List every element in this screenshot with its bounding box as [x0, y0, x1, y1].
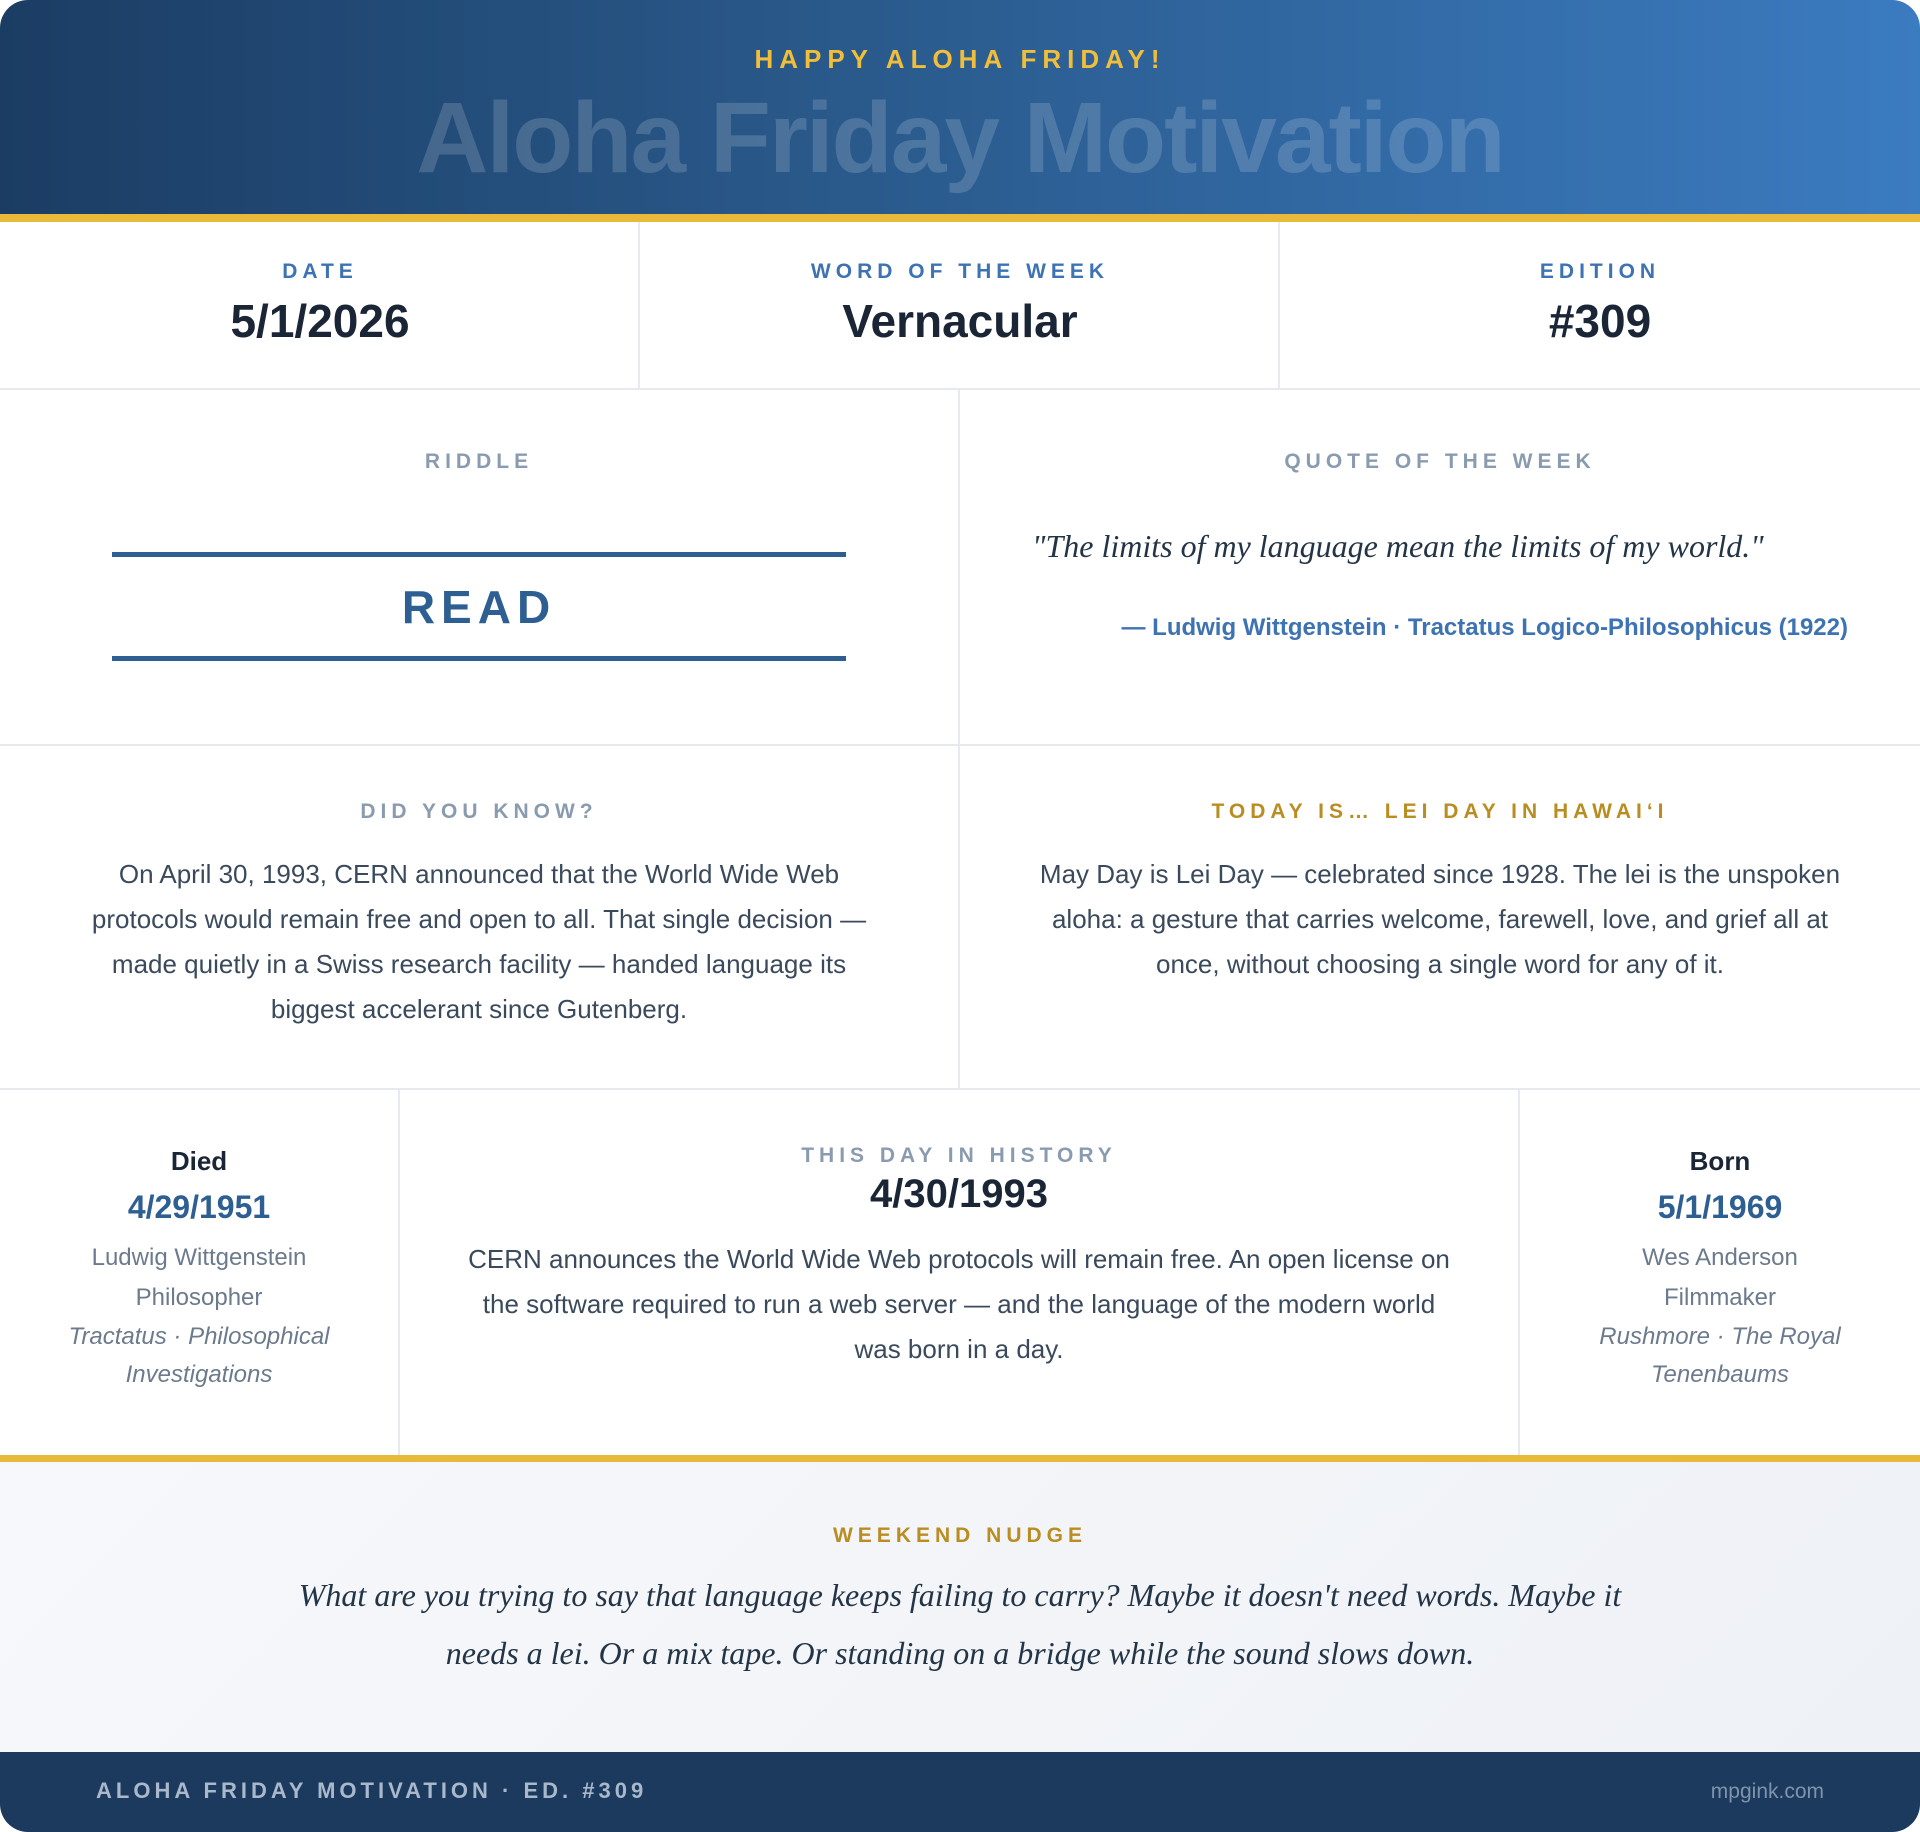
died-works: Tractatus · Philosophical Investigations	[68, 1323, 330, 1388]
header-title: Aloha Friday Motivation	[416, 82, 1504, 194]
died-role: Philosopher	[135, 1284, 263, 1311]
born-date: 5/1/1969	[1657, 1189, 1783, 1225]
section-divider	[0, 1088, 1920, 1090]
riddle-label: RIDDLE	[424, 450, 534, 473]
history-panel	[400, 1144, 1518, 1372]
born-works: Rushmore · The Royal Tenenbaums	[1599, 1323, 1841, 1388]
nudge-text: What are you trying to say that language keeps failing to carry? Maybe it doesn't need words. Maybe it needs a lei. Or a mix tape. Or standing on a bridge while the sound slows down.	[298, 1577, 1622, 1671]
edition-label: EDITION	[1539, 260, 1661, 283]
date-cell	[0, 222, 640, 388]
edition-cell	[1278, 222, 1920, 388]
footer-title: ALOHA FRIDAY MOTIVATION · ED. #309	[96, 1778, 648, 1803]
born-role: Filmmaker	[1664, 1284, 1776, 1311]
column-divider	[958, 390, 960, 1088]
word-label: WORD OF THE WEEK	[810, 260, 1110, 283]
column-divider	[1518, 1090, 1520, 1456]
section-divider	[0, 744, 1920, 746]
footer	[0, 1752, 1920, 1832]
quote-text: "The limits of my language mean the limits of my world."	[1032, 528, 1764, 564]
nudge-label: WEEKEND NUDGE	[832, 1524, 1087, 1547]
today-is-text: May Day is Lei Day — celebrated since 1928. The lei is the unspoken aloha: a gesture that carries welcome, farewell, love, and grief all at once, without choosing a single word for any of it.	[1039, 859, 1841, 979]
died-date: 4/29/1951	[127, 1189, 271, 1225]
born-heading: Born	[1689, 1146, 1751, 1176]
header-kicker: HAPPY ALOHA FRIDAY!	[754, 44, 1166, 74]
died-name: Ludwig Wittgenstein	[91, 1244, 307, 1271]
riddle-word: READ	[401, 581, 557, 633]
riddle-panel	[0, 450, 958, 474]
date-label: DATE	[282, 260, 358, 283]
did-you-know-panel	[70, 800, 888, 1032]
history-date: 4/30/1993	[870, 1172, 1048, 1216]
info-row	[0, 222, 1920, 390]
word-cell	[638, 222, 1280, 388]
born-name: Wes Anderson	[1642, 1244, 1798, 1271]
riddle-top-rule	[112, 552, 846, 557]
died-heading: Died	[170, 1146, 228, 1176]
born-panel	[1560, 1146, 1880, 1394]
history-text: CERN announces the World Wide Web protocols will remain free. An open license on the software required to run a web server — and the language of the modern world was born in a day.	[468, 1244, 1450, 1364]
today-is-panel	[1030, 800, 1850, 987]
did-you-know-text: On April 30, 1993, CERN announced that the World Wide Web protocols would remain free and open to all. That single decision — made quietly in a Swiss research facility — handed language its biggest accelerant since Gutenberg.	[91, 859, 867, 1024]
header-banner	[0, 0, 1920, 214]
weekend-nudge	[0, 1462, 1920, 1752]
date-value: 5/1/2026	[230, 295, 410, 347]
today-is-label: TODAY IS… LEI DAY IN HAWAI‘I	[1211, 800, 1669, 823]
quote-panel	[960, 450, 1920, 474]
header-divider	[0, 214, 1920, 222]
riddle-bottom-rule	[112, 656, 846, 661]
did-you-know-label: DID YOU KNOW?	[360, 800, 598, 823]
nudge-divider	[0, 1455, 1920, 1462]
edition-value: #309	[1548, 295, 1652, 347]
word-value: Vernacular	[842, 295, 1078, 347]
history-label: THIS DAY IN HISTORY	[801, 1144, 1117, 1167]
died-panel	[40, 1146, 358, 1394]
footer-site-link[interactable]: mpgink.com	[1710, 1780, 1824, 1803]
quote-label: QUOTE OF THE WEEK	[1284, 450, 1596, 473]
quote-attribution: — Ludwig Wittgenstein · Tractatus Logico-Philosophicus (1922)	[1121, 614, 1848, 641]
